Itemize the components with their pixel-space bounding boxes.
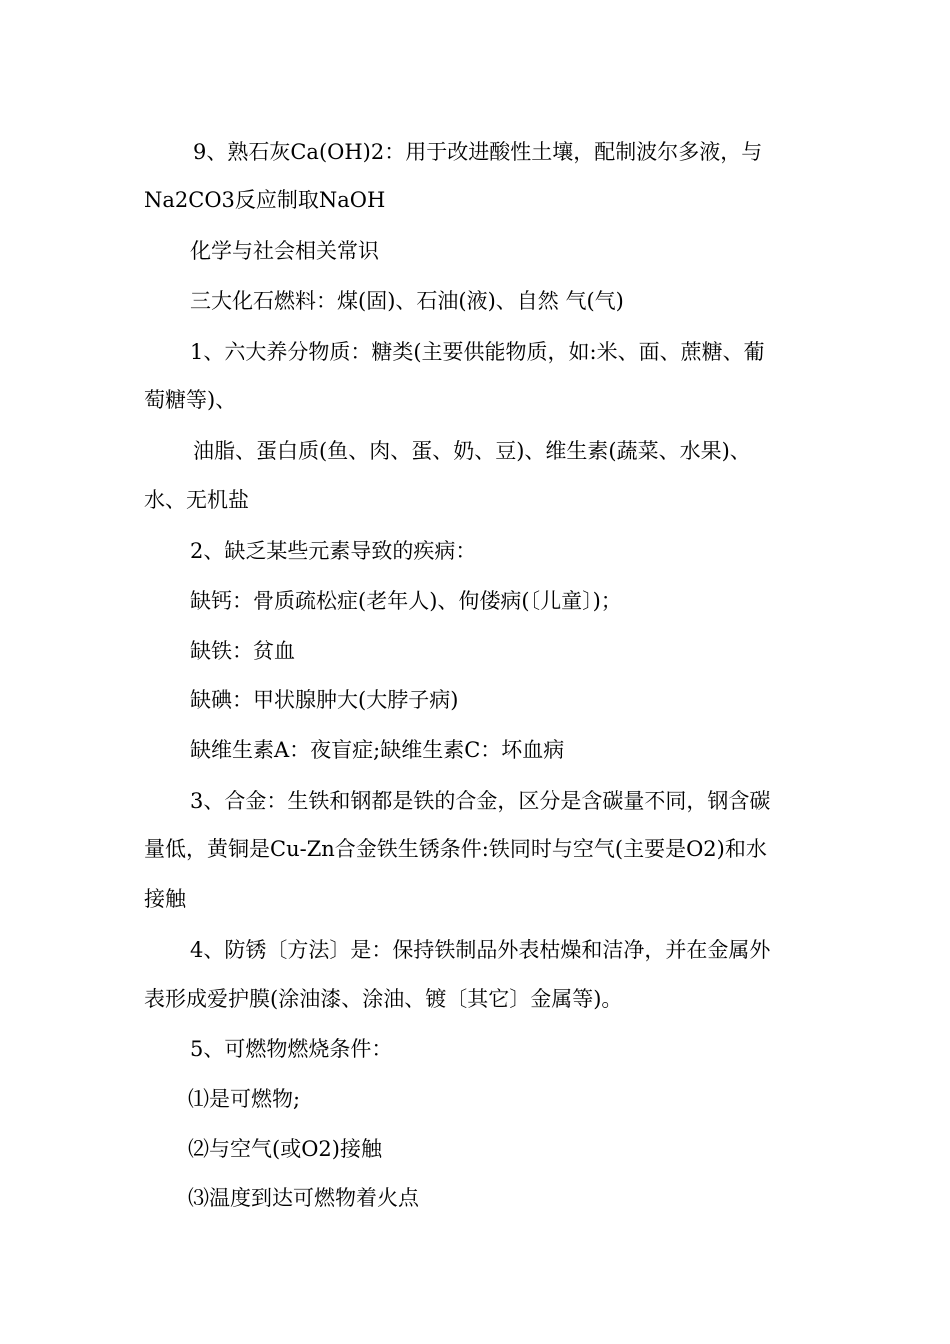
text-line: 量低，黄铜是Cu-Zn合金铁生锈条件:铁同时与空气(主要是O2)和水 — [144, 837, 767, 861]
text-line: 3、合金：生铁和钢都是铁的合金，区分是含碳量不同，钢含碳 — [190, 789, 771, 813]
text-line: 表形成爱护膜(涂油漆、涂油、镀〔其它〕金属等)。 — [144, 987, 623, 1011]
text-line: 油脂、蛋白质(鱼、肉、蛋、奶、豆)、维生素(蔬菜、水果)、 — [193, 439, 751, 463]
text-line: 缺维生素A：夜盲症;缺维生素C：坏血病 — [190, 738, 565, 762]
text-line: 9、熟石灰Ca(OH)2：用于改进酸性土壤，配制波尔多液，与 — [193, 140, 763, 164]
text-line: 接触 — [144, 887, 186, 911]
text-line: 5、可燃物燃烧条件： — [190, 1037, 393, 1061]
text-line: 缺碘：甲状腺肿大(大脖子病) — [190, 688, 459, 712]
text-line: 缺铁：贫血 — [190, 639, 295, 663]
text-line: 缺钙：骨质疏松症(老年人)、佝偻病(〔儿童〕)； — [190, 589, 622, 613]
text-line: Na2CO3反应制取NaOH — [144, 188, 386, 212]
text-line: 三大化石燃料：煤(固)、石油(液)、自然 气(气) — [190, 289, 624, 313]
text-line: 水、无机盐 — [144, 488, 249, 512]
text-line: 萄糖等)、 — [144, 388, 237, 412]
list-item: ⑶温度到达可燃物着火点 — [188, 1186, 419, 1210]
text-line: 1、六大养分物质：糖类(主要供能物质，如:米、面、蔗糖、葡 — [190, 340, 765, 364]
list-item: ⑵与空气(或O2)接触 — [188, 1137, 382, 1161]
text-line: 2、缺乏某些元素导致的疾病： — [190, 539, 477, 563]
text-line: 4、防锈〔方法〕是：保持铁制品外表枯燥和洁净，并在金属外 — [190, 938, 771, 962]
list-item: ⑴是可燃物; — [188, 1087, 301, 1111]
section-heading: 化学与社会相关常识 — [190, 239, 379, 263]
